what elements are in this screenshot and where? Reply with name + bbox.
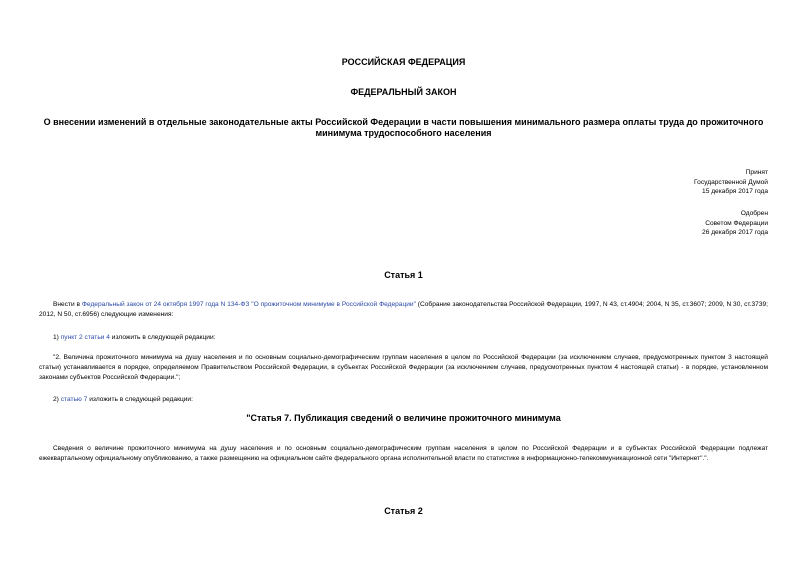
- item-text: изложить в следующей редакции:: [87, 396, 193, 403]
- approval-block: [702, 209, 768, 238]
- item-text: изложить в следующей редакции:: [109, 334, 216, 341]
- article-7-text: Сведения о величине прожиточного минимума на душу населения и по основным социально-демографическим группам населения в целом по Российской Федерации и в субъектах Российской Федерации подлежат ежеквартальному официальному опубликованию, а также размещению на официальном сайте федерального органа исполнительной власти по статистике в информационно-телекоммуникационной сети "Интернет".".: [39, 445, 768, 462]
- article-1-heading: Статья 1: [384, 270, 423, 280]
- quote-point-2: "2. Величина прожиточного минимума на душу населения и по основным социально-демографическим группам населения в целом по Российской Федерации (за исключением случаев, предусмотренных пунктом 3 настоящей статьи) устанавливается в порядке, определяемом Правительством Российской Федерации, в субъектах Российской Федерации (за исключением случаев, предусмотренных пунктом 4 настоящей статьи) - в порядке, установленном законами субъектов Российской Федерации.";: [39, 354, 768, 381]
- item-1: [53, 333, 216, 343]
- item-2: [53, 395, 193, 405]
- approval-line: Советом Федерации: [705, 219, 768, 227]
- article-7-link[interactable]: статью 7: [60, 396, 88, 403]
- adoption-line: Государственной Думой: [694, 178, 768, 186]
- approval-line: Одобрен: [740, 210, 768, 217]
- adoption-line: 15 декабря 2017 года: [702, 188, 768, 196]
- item-number: 2): [53, 396, 61, 403]
- law-title: О внесении изменений в отдельные законодательные акты Российской Федерации в части повышения минимального размера оплаты труда до прожиточного минимума трудоспособного населения: [43, 117, 764, 138]
- intro-text: Внести в: [53, 301, 82, 308]
- law-134-fz-link[interactable]: Федеральный закон от 24 октября 1997 года N 134-ФЗ "О прожиточном минимуме в Российской Федерации": [81, 301, 416, 308]
- approval-line: 26 декабря 2017 года: [702, 229, 768, 237]
- point-2-link[interactable]: пункт 2: [60, 334, 83, 341]
- adoption-line: Принят: [745, 169, 768, 176]
- article-1-intro: [39, 300, 768, 320]
- doc-type-heading: ФЕДЕРАЛЬНЫЙ ЗАКОН: [350, 87, 457, 97]
- intro-text: (Собрание законодательства Российской Федерации, 1997, N 43, ст.4904; 2004, N 35, ст.3607; 2009, N 30, ст.3739; 2012, N 50, ст.6956) следующие изменения:: [39, 301, 768, 318]
- article-2-heading: Статья 2: [384, 506, 423, 516]
- item-number: 1): [53, 334, 61, 341]
- article-7-heading: "Статья 7. Публикация сведений о величине прожиточного минимума: [246, 413, 561, 423]
- adoption-block: [694, 168, 768, 197]
- article-4-link[interactable]: статьи 4: [84, 334, 110, 341]
- country-heading: РОССИЙСКАЯ ФЕДЕРАЦИЯ: [341, 57, 466, 67]
